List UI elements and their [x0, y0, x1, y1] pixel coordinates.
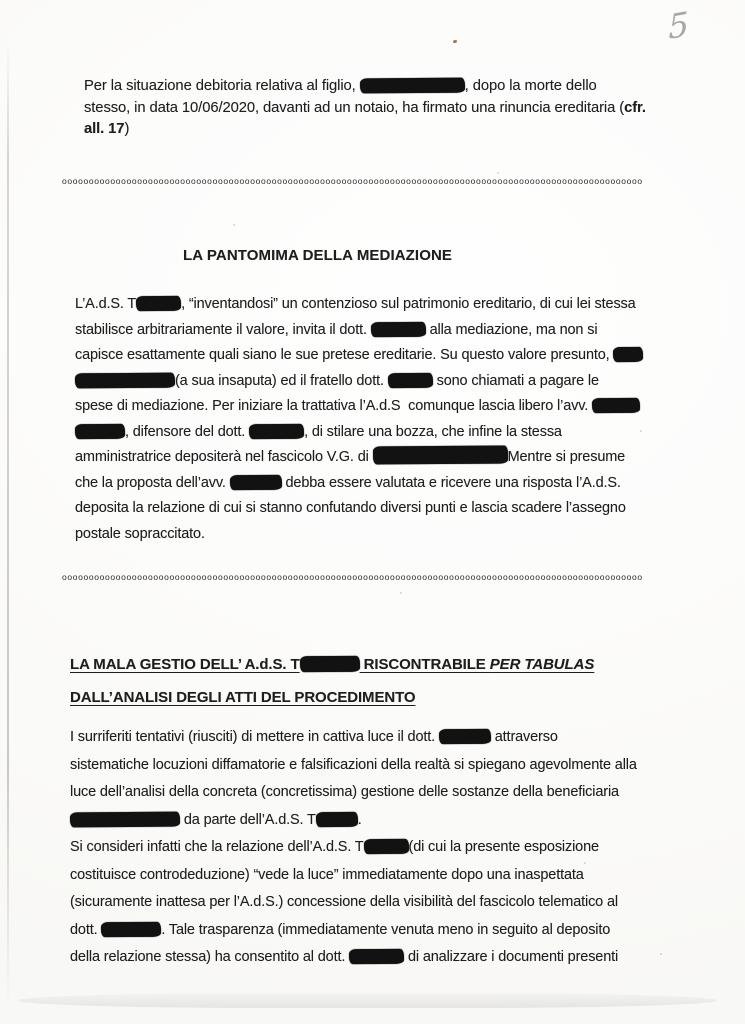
redaction-mark: [300, 656, 360, 672]
text-run: ): [124, 121, 130, 137]
redaction-mark: [230, 474, 282, 489]
text-line: [75, 394, 643, 420]
text-run: dott.: [70, 921, 102, 938]
text-run: . Tale trasparenza (immediatamente venuta meno in seguito al deposito: [161, 921, 611, 938]
redaction-mark: [75, 372, 175, 388]
text-line: [75, 471, 643, 497]
scan-speck: [660, 953, 662, 955]
text-run: I surriferiti tentativi (riusciti) di mettere in cattiva luce il dott.: [70, 729, 439, 745]
text-run: (a sua insaputa) ed il fratello dott.: [175, 372, 388, 389]
dotted-separator: oooooooooooooooooooooooooooooooooooooooooooooooooooooooooooooooooooooooooooooooooooooooooooooooooooooooooooo: [62, 176, 643, 186]
text-run: (sicuramente inattesa per l’A.d.S.) concessione della visibilità del fascicolo telematico al: [70, 894, 618, 910]
text-run: (di cui la presente esposizione: [408, 839, 599, 855]
redaction-mark: [371, 321, 426, 336]
redaction-mark: [592, 398, 640, 413]
text-line: [75, 292, 643, 318]
text-line: [75, 496, 643, 522]
text-run: DALL’ANALISI DEGLI ATTI DEL PROCEDIMENTO: [70, 689, 416, 706]
text-line: [70, 752, 637, 780]
italic-text: PER TABULAS: [489, 656, 595, 673]
text-line: [75, 420, 643, 446]
text-line: [84, 76, 646, 98]
text-run: della relazione stessa) ha consentito al dott.: [70, 949, 350, 965]
bold-text: all. 17: [84, 121, 125, 137]
redaction-mark: [101, 921, 161, 936]
text-run: da parte dell’A.d.S. T: [180, 811, 316, 828]
text-run: sono chiamati a pagare le: [432, 372, 599, 389]
paragraph-mediazione: [75, 292, 643, 547]
text-run: stabilisce arbitrariamente il valore, invita il dott.: [75, 321, 371, 338]
ink-speck: [453, 40, 457, 43]
redaction-mark: [388, 372, 433, 387]
redaction-mark: [439, 729, 491, 744]
text-line: [70, 724, 637, 752]
dotted-separator: oooooooooooooooooooooooooooooooooooooooooooooooooooooooooooooooooooooooooooooooooooooooooooooooooooooooooooo: [62, 572, 643, 582]
text-line: [84, 119, 646, 141]
text-run: che la proposta dell’avv.: [75, 474, 230, 491]
text-line: [70, 779, 637, 807]
text-run: Per la situazione debitoria relativa al figlio,: [84, 78, 360, 94]
text-run: capisce esattamente quali siano le sue pretese ereditarie. Su questo valore presunto,: [75, 347, 614, 363]
scan-speck: [400, 592, 402, 594]
text-line: [70, 917, 618, 945]
text-run: , dopo la morte dello: [464, 78, 597, 94]
text-line: [70, 944, 618, 972]
paragraph-tentativi: [70, 724, 637, 834]
text-line: [70, 889, 618, 917]
text-line: [70, 681, 594, 714]
text-line: [70, 862, 618, 890]
text-run: RISCONTRABILE: [359, 656, 490, 673]
redaction-mark: [363, 839, 408, 854]
scan-speck: [497, 172, 499, 174]
text-run: sistematiche locuzioni diffamatorie e falsificazioni della realtà si spiegano agevolmente alla: [70, 756, 637, 773]
redaction-mark: [316, 811, 358, 826]
text-run: debba essere valutata e ricevere una risposta l’A.d.S.: [281, 474, 621, 491]
text-line: [75, 522, 643, 548]
text-run: , di stilare una bozza, che infine la stessa: [304, 423, 562, 440]
text-line: [70, 648, 594, 681]
redaction-mark: [360, 78, 465, 94]
text-run: L’A.d.S. T: [75, 296, 137, 312]
text-run: stesso, in data 10/06/2020, davanti ad un notaio, ha firmato una rinuncia ereditaria (: [84, 99, 625, 116]
text-line: [75, 318, 643, 344]
scan-speck: [233, 224, 235, 226]
text-run: luce dell’analisi della concreta (concretissima) gestione delle sostanze della beneficiaria: [70, 784, 619, 800]
redaction-mark: [249, 423, 304, 438]
text-run: di analizzare i documenti presenti: [404, 949, 619, 965]
scan-edge-shadow: [18, 993, 717, 1008]
text-line: [70, 834, 618, 862]
text-run: amministratrice depositerà nel fascicolo V.G. di: [75, 449, 373, 465]
text-run: attraverso: [490, 729, 558, 745]
text-line: [75, 445, 643, 471]
redaction-mark: [349, 949, 404, 964]
text-run: LA MALA GESTIO DELL’ A.d.S. T: [70, 656, 300, 673]
text-run: , “inventandosi” un contenzioso sul patrimonio ereditario, di cui lei stessa: [181, 296, 636, 312]
text-run: Si consideri infatti che la relazione dell’A.d.S. T: [70, 839, 364, 855]
text-run: costituisce controdeduzione) “vede la luce” immediatamente dopo una inaspettata: [70, 866, 584, 883]
bold-text: cfr.: [624, 99, 646, 116]
paragraph-debt-situation: [84, 76, 646, 141]
redaction-mark: [373, 446, 508, 465]
text-line: [84, 98, 646, 120]
redaction-mark: [70, 811, 180, 827]
text-line: [75, 369, 643, 395]
text-line: [70, 807, 637, 835]
text-run: , difensore del dott.: [125, 423, 250, 440]
text-line: [75, 343, 643, 369]
section-heading-mala-gestio: [70, 648, 594, 714]
redaction-mark: [613, 347, 643, 362]
handwritten-page-number: 5: [667, 3, 690, 48]
redaction-mark: [75, 423, 125, 438]
section-heading-mediazione: LA PANTOMIMA DELLA MEDIAZIONE: [183, 247, 452, 264]
text-run: spese di mediazione. Per iniziare la trattativa l’A.d.S comunque lascia libero l’avv.: [75, 398, 592, 414]
text-run: alla mediazione, ma non si: [425, 321, 598, 338]
redaction-mark: [136, 296, 181, 311]
text-run: .: [357, 811, 362, 828]
text-run: deposita la relazione di cui si stanno confutando diversi punti e lascia scadere l’assegno: [75, 500, 626, 516]
scan-crease: [7, 40, 9, 1010]
text-run: postale sopraccitato.: [75, 525, 205, 542]
paragraph-relazione: [70, 834, 618, 972]
text-run: Mentre si presume: [507, 449, 626, 465]
